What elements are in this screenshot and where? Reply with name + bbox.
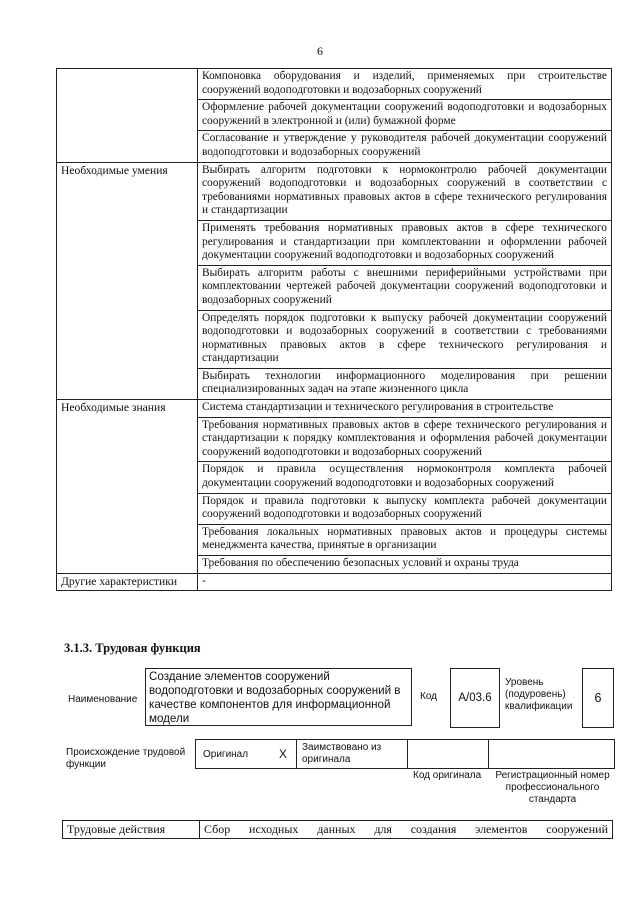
- row-label: Другие характеристики: [57, 573, 198, 591]
- row-text: Система стандартизации и технического регулирования в строительстве: [198, 400, 612, 418]
- name-value: Создание элементов сооружений водоподготовки и водозаборных сооружений в качестве компонентов для информационной модели: [145, 668, 412, 726]
- origin-label: Происхождение трудовой функции: [66, 747, 186, 770]
- row-label: Необходимые знания: [57, 400, 198, 574]
- origin-row: [195, 739, 615, 769]
- row-text: Компоновка оборудования и изделий, применяемых при строительстве сооружений водоподготовки и водозаборных сооружений: [198, 69, 612, 100]
- row-label: Необходимые умения: [57, 162, 198, 400]
- row-text: Порядок и правила осуществления нормоконтроля комплекта рабочей документации сооружений водоподготовки и водозаборных сооружений: [198, 462, 612, 493]
- page-number: 6: [317, 44, 323, 58]
- skills-knowledge-table: [56, 68, 612, 591]
- code-label: Код: [420, 691, 438, 702]
- row-text: Выбирать алгоритм работы с внешними периферийными устройствами при комплектовании чертежей рабочей документации сооружений водоподготовки и водозаборных сооружений: [198, 265, 612, 310]
- table-row: [57, 162, 612, 220]
- row-text: Требования локальных нормативных правовых актов и процедуры системы менеджмента качества, принятые в организации: [198, 524, 612, 555]
- divider: [488, 740, 489, 768]
- table-row: [63, 821, 613, 839]
- original-mark: X: [279, 747, 288, 761]
- row-text: Выбирать технологии информационного моделирования при решении специализированных задач на этапе жизненного цикла: [198, 368, 612, 399]
- row-text: Требования по обеспечению безопасных условий и охраны труда: [198, 556, 612, 574]
- level-label: Уровень (подуровень) квалификации: [505, 677, 573, 712]
- row-text: Сбор исходных данных для создания элементов сооружений: [200, 821, 613, 839]
- name-label: Наименование: [68, 694, 138, 705]
- table-row: [57, 573, 612, 591]
- original-label: Оригинал: [203, 749, 249, 760]
- row-text: -: [198, 573, 612, 591]
- row-text: Выбирать алгоритм подготовки к нормоконтролю рабочей документации сооружений водоподготовки и водозаборных сооружений в соответствии с требованиями нормативных правовых актов в сфере технического регулирования и стандартизации: [198, 162, 612, 220]
- borrowed-label: Заимствовано из оригинала: [302, 742, 382, 765]
- row-label: [57, 69, 198, 163]
- level-value: 6: [582, 668, 614, 728]
- row-label: Трудовые действия: [63, 821, 200, 839]
- row-text: Оформление рабочей документации сооружений водоподготовки и водозаборных сооружений в электронной и (или) бумажной форме: [198, 100, 612, 131]
- row-text: Определять порядок подготовки к выпуску рабочей документации сооружений водоподготовки и водозаборных сооружений в соответствии с требованиями нормативных правовых актов в сфере технического регулирования и стандартизации: [198, 310, 612, 368]
- table-row: [57, 400, 612, 418]
- row-text: Требования нормативных правовых актов в сфере технического регулирования и стандартизации к порядку комплектования и оформления рабочей документации сооружений водоподготовки и водозаборных сооружений: [198, 417, 612, 462]
- row-text: Применять требования нормативных правовых актов в сфере технического регулирования и стандартизации при комплектовании и оформлении рабочей документации сооружений водоподготовки и водозаборных сооружений: [198, 220, 612, 265]
- labor-actions-table: [62, 820, 613, 839]
- divider: [407, 740, 408, 768]
- section-title: 3.1.3. Трудовая функция: [64, 641, 201, 655]
- divider: [296, 740, 297, 768]
- table-row: [57, 69, 612, 100]
- reg-number-caption: Регистрационный номер профессионального стандарта: [495, 770, 610, 805]
- code-value: A/03.6: [450, 668, 500, 728]
- origin-code-caption: Код оригинала: [413, 770, 482, 781]
- row-text: Согласование и утверждение у руководителя рабочей документации сооружений водоподготовки и водозаборных сооружений: [198, 131, 612, 162]
- row-text: Порядок и правила подготовки к выпуску комплекта рабочей документации сооружений водоподготовки и водозаборных сооружений: [198, 493, 612, 524]
